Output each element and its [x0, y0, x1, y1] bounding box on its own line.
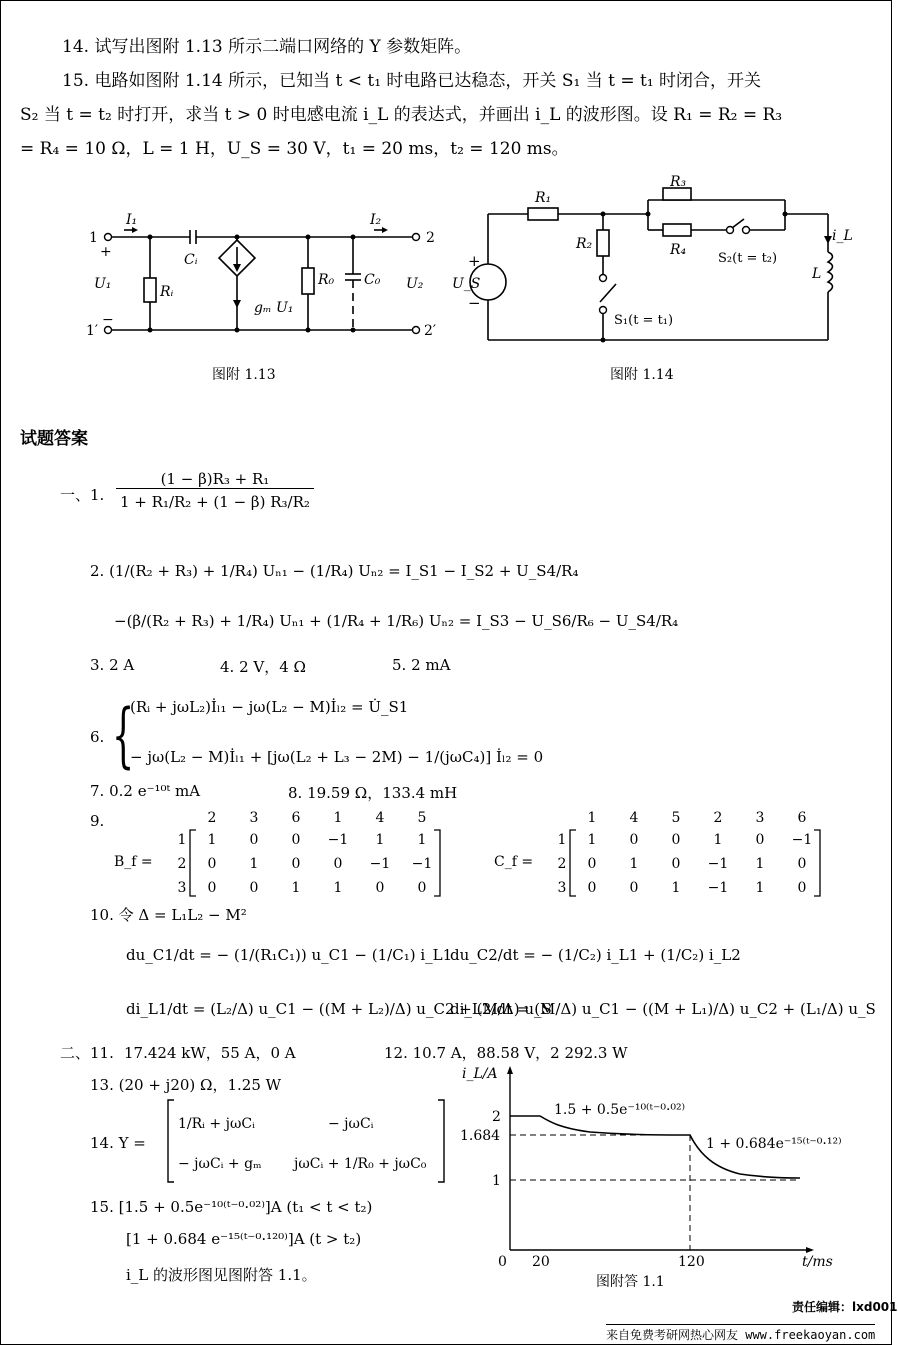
matrix-cf-col-header: 5	[671, 810, 681, 826]
r3-label: R₃	[670, 174, 687, 190]
matrix-bf-cell: 1	[333, 880, 343, 896]
matrix-cf-cell: 1	[755, 856, 765, 872]
matrix-cf-name: C_f =	[494, 854, 534, 870]
matrix-bf-col-header: 4	[375, 810, 385, 826]
matrix-cf-col-header: 2	[713, 810, 723, 826]
circuit-figure-114	[448, 172, 853, 352]
waveform-plot	[450, 1060, 850, 1290]
c0-label: C₀	[364, 272, 381, 288]
matrix-cf-col-header: 4	[629, 810, 639, 826]
matrix-bf-row-index: 2	[177, 856, 187, 872]
matrix-bf-cell: −1	[369, 856, 391, 872]
answer-13: 13. (20 + j20) Ω，1.25 W	[90, 1076, 282, 1094]
matrix-bf-left-bracket	[190, 830, 196, 896]
answer-9-matrices	[110, 806, 813, 902]
plot-ytick-1684: 1.684	[460, 1128, 501, 1144]
matrix-cf-row-index: 1	[557, 832, 567, 848]
matrix-cf-cell: 0	[587, 880, 597, 896]
matrix-bf-cell: 0	[417, 880, 427, 896]
answer-11: 17.424 kW，55 A，0 A	[124, 1044, 296, 1062]
answer-15-line1: 15. [1.5 + 0.5e⁻¹⁰⁽ᵗ⁻⁰·⁰²⁾]A (t₁ < t < t₂)	[90, 1198, 373, 1216]
us-label: U_S	[452, 276, 481, 292]
question-15-line3: = R₄ = 10 Ω，L = 1 H，U_S = 30 V，t₁ = 20 ms，t₂ = 120 ms。	[20, 139, 569, 159]
matrix-cf-col-header: 1	[587, 810, 597, 826]
footer-source: 来自免费考研网热心网友 www.freekaoyan.com	[606, 1324, 875, 1343]
matrix-cf-cell: 1	[587, 832, 597, 848]
u1-label: U₁	[94, 276, 112, 292]
answer-2-line2: −(β/(R₂ + R₃) + 1/R₄) Uₙ₁ + (1/R₄ + 1/R₆) Uₙ₂ = I_S3 − U_S6/R₆ − U_S4/R₄	[114, 612, 679, 630]
matrix-bf-cell: 0	[207, 880, 217, 896]
answer-10-intro: 10. 令 Δ = L₁L₂ − M²	[90, 906, 247, 924]
matrix-cf-cell: 0	[629, 880, 639, 896]
u2-label: U₂	[406, 276, 424, 292]
matrix-bf-cell: 1	[417, 832, 427, 848]
matrix-cf-cell: 0	[797, 880, 807, 896]
matrix-bf-cell: 0	[291, 832, 301, 848]
matrix-cf-cell: 0	[587, 856, 597, 872]
editor-credit: 责任编辑：lxd001	[792, 1300, 898, 1314]
question-15-line1: 15. 电路如图附 1.14 所示，已知当 t < t₁ 时电路已达稳态，开关 S₁ 当 t = t₁ 时闭合，开关	[62, 71, 762, 91]
answer-1-numerator: (1 − β)R₃ + R₁	[116, 470, 314, 489]
matrix-bf-cell: 1	[375, 832, 385, 848]
r0-label: R₀	[318, 272, 335, 288]
question-14: 14. 试写出图附 1.13 所示二端口网络的 Y 参数矩阵。	[62, 37, 472, 57]
y22: jωCᵢ + 1/R₀ + jωC₀	[294, 1156, 427, 1172]
plot-ytick-2: 2	[492, 1109, 501, 1125]
y12: − jωCᵢ	[328, 1116, 374, 1132]
answers-title: 试题答案	[20, 429, 88, 449]
r4-label: R₄	[670, 242, 687, 258]
matrix-cf-cell: −1	[707, 856, 729, 872]
matrix-bf-row-index: 3	[177, 880, 187, 896]
plot-label-2: 1 + 0.684e⁻¹⁵⁽ᵗ⁻⁰·¹²⁾	[706, 1136, 842, 1152]
plot-ylabel: i_L/A	[462, 1066, 498, 1082]
matrix-cf-left-bracket	[570, 830, 576, 896]
matrix-cf-cell: 1	[671, 880, 681, 896]
matrix-cf-col-header: 6	[797, 810, 807, 826]
section-1-label: 一、1.	[60, 486, 105, 504]
matrix-bf-col-header: 5	[417, 810, 427, 826]
circuit-figure-113	[80, 200, 450, 360]
matrix-bf-cell: 0	[375, 880, 385, 896]
i2-label: I₂	[370, 212, 382, 228]
gm-label: gₘ U₁	[254, 300, 294, 316]
answer-10-eq2: du_C2/dt = − (1/C₂) i_L1 + (1/C₂) i_L2	[450, 946, 741, 964]
plus-left: +	[100, 244, 112, 260]
answer-2-line1: 2. (1/(R₂ + R₃) + 1/R₄) Uₙ₁ − (1/R₄) Uₙ₂ = I_S1 − I_S2 + U_S4/R₄	[90, 562, 579, 580]
i1-label: I₁	[126, 212, 138, 228]
us-minus: −	[468, 294, 481, 312]
port-2p-label: 2′	[424, 323, 437, 339]
matrix-cf-cell: −1	[791, 832, 813, 848]
question-15-line2: S₂ 当 t = t₂ 时打开，求当 t > 0 时电感电流 i_L 的表达式，并画出 i_L 的波形图。设 R₁ = R₂ = R₃	[20, 105, 783, 125]
answer-3: 3. 2 A	[90, 656, 135, 674]
matrix-bf-cell: 1	[249, 856, 259, 872]
matrix-bf-col-header: 6	[291, 810, 301, 826]
answer-6-line1: (Rᵢ + jωL₂)İₗ₁ − jω(L₂ − M)İₗ₂ = U̇_S1	[130, 698, 409, 716]
answer-5: 5. 2 mA	[392, 656, 451, 674]
answer-12: 12. 10.7 A，88.58 V，2 292.3 W	[384, 1044, 628, 1062]
minus-left: −	[102, 312, 114, 328]
matrix-cf-cell: 0	[629, 832, 639, 848]
answer-6-label: 6.	[90, 728, 105, 746]
s2-label: S₂(t = t₂)	[718, 251, 778, 266]
matrix-cf-cell: −1	[707, 880, 729, 896]
matrix-cf-cell: 1	[629, 856, 639, 872]
answer-6-brace: {	[112, 694, 135, 776]
plot-ytick-1: 1	[492, 1173, 501, 1189]
fig-113-caption: 图附 1.13	[212, 367, 276, 383]
plot-label-1: 1.5 + 0.5e⁻¹⁰⁽ᵗ⁻⁰·⁰²⁾	[554, 1102, 686, 1118]
fig-114-caption: 图附 1.14	[610, 367, 674, 383]
port-1-label: 1	[89, 230, 98, 246]
matrix-bf-cell: 0	[207, 856, 217, 872]
matrix-bf-cell: 0	[291, 856, 301, 872]
answer-14-label: 14. Y =	[90, 1134, 146, 1152]
matrix-bf-col-header: 3	[249, 810, 259, 826]
matrix-bf-cell: 0	[249, 880, 259, 896]
matrix-bf-right-bracket	[434, 830, 440, 896]
l-label: L	[812, 266, 822, 282]
matrix-cf-cell: 0	[671, 832, 681, 848]
matrix-bf-row-index: 1	[177, 832, 187, 848]
answer-9-label: 9.	[90, 812, 105, 830]
matrix-cf-cell: 0	[671, 856, 681, 872]
plot-xtick-20: 20	[532, 1254, 550, 1270]
matrix-bf-name: B_f =	[114, 854, 153, 870]
r2-label: R₂	[576, 236, 593, 252]
plot-xtick-120: 120	[678, 1254, 705, 1270]
answer-6-line2: − jω(L₂ − M)İₗ₁ + [jω(L₂ + L₃ − 2M) − 1/(jωC₄)] İₗ₂ = 0	[130, 748, 544, 766]
ri-label: Rᵢ	[160, 284, 174, 300]
answer-14-matrix	[164, 1096, 450, 1186]
ci-label: Cᵢ	[184, 252, 198, 268]
answer-1-denominator: 1 + R₁/R₂ + (1 − β) R₃/R₂	[120, 493, 310, 511]
matrix-bf-col-header: 1	[333, 810, 343, 826]
matrix-bf-cell: −1	[327, 832, 349, 848]
answer-7: 7. 0.2 e⁻¹⁰ᵗ mA	[90, 782, 201, 800]
answer-15-line2: [1 + 0.684 e⁻¹⁵⁽ᵗ⁻⁰·¹²⁰⁾]A (t > t₂)	[126, 1230, 362, 1248]
port-1p-label: 1′	[86, 323, 99, 339]
matrix-cf-cell: 0	[755, 832, 765, 848]
matrix-bf-cell: 0	[333, 856, 343, 872]
section-2-label: 二、11.	[60, 1044, 114, 1062]
matrix-bf-col-header: 2	[207, 810, 217, 826]
answer-10-eq4: di_L2/dt = (M/Δ) u_C1 − ((M + L₁)/Δ) u_C2 + (L₁/Δ) u_S	[450, 1000, 876, 1018]
matrix-cf-cell: 0	[797, 856, 807, 872]
matrix-cf-col-header: 3	[755, 810, 765, 826]
matrix-bf-cell: −1	[411, 856, 433, 872]
answer-10-eq3: di_L1/dt = (L₂/Δ) u_C1 − ((M + L₂)/Δ) u_C2 + (M/Δ) u_S	[126, 1000, 552, 1018]
plot-caption: 图附答 1.1	[596, 1274, 665, 1290]
y21: − jωCᵢ + gₘ	[178, 1156, 262, 1172]
answer-4: 4. 2 V，4 Ω	[220, 658, 306, 676]
matrix-cf-cell: 1	[755, 880, 765, 896]
answer-15-line3: i_L 的波形图见图附答 1.1。	[126, 1266, 317, 1284]
answer-1	[116, 470, 314, 511]
us-plus: +	[468, 252, 481, 270]
matrix-cf-row-index: 3	[557, 880, 567, 896]
answer-8: 8. 19.59 Ω，133.4 mH	[288, 784, 458, 802]
y11: 1/Rᵢ + jωCᵢ	[178, 1116, 255, 1132]
matrix-cf-cell: 1	[713, 832, 723, 848]
matrix-bf-cell: 1	[291, 880, 301, 896]
matrix-bf-cell: 0	[249, 832, 259, 848]
r1-label: R₁	[535, 190, 552, 206]
matrix-bf-cell: 1	[207, 832, 217, 848]
il-label: i_L	[832, 228, 853, 244]
matrix-cf-row-index: 2	[557, 856, 567, 872]
plot-xtick-0: 0	[498, 1254, 507, 1270]
plot-xlabel: t/ms	[802, 1254, 833, 1270]
port-2-label: 2	[426, 230, 435, 246]
s1-label: S₁(t = t₁)	[614, 313, 674, 328]
answer-10-eq1: du_C1/dt = − (1/(R₁C₁)) u_C1 − (1/C₁) i_L1	[126, 946, 453, 964]
